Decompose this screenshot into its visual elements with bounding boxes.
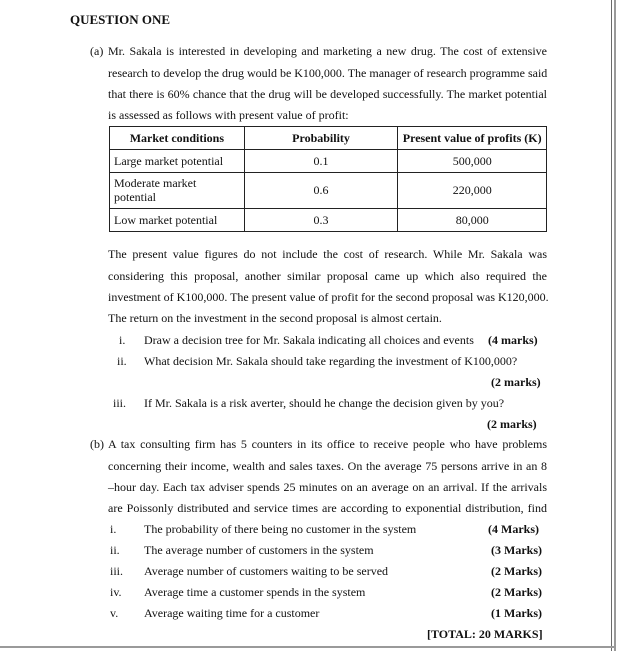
question-b-i-text: The probability of there being no customer in the system xyxy=(144,522,417,536)
question-b-ii-text: The average number of customers in the system xyxy=(144,543,374,557)
question-b-v-number: v. xyxy=(110,606,119,620)
table-header-market-conditions: Market conditions xyxy=(110,127,245,150)
table-cell: Large market potential xyxy=(110,150,245,173)
table-cell: 0.1 xyxy=(244,150,398,173)
question-b-iii-text: Average number of customers waiting to be served xyxy=(144,564,389,578)
question-a-ii-marks: (2 marks) xyxy=(491,375,541,389)
question-b-ii-marks: (3 Marks) xyxy=(491,543,542,557)
question-a-ii-text: What decision Mr. Sakala should take regarding the investment of K100,000? xyxy=(144,354,518,368)
question-b-ii-number: ii. xyxy=(110,543,120,557)
question-a-iii-marks: (2 marks) xyxy=(487,417,537,431)
part-b-intro-line-2: concerning their income, wealth and sales taxes. On the average 75 persons arrive in an 8 xyxy=(108,459,547,473)
page-shadow-right xyxy=(614,0,616,651)
total-marks: [TOTAL: 20 MARKS] xyxy=(427,627,543,641)
question-a-iii-number: iii. xyxy=(113,396,127,410)
table-cell: Moderate market potential xyxy=(110,173,245,209)
part-b-intro-line-1: A tax consulting firm has 5 counters in its office to receive people who have problems xyxy=(108,437,547,451)
part-b-intro-line-3: –hour day. Each tax adviser spends 25 minutes on an average on an arrival. If the arrivals xyxy=(108,480,547,494)
market-conditions-table xyxy=(109,126,547,232)
page-shadow-bottom xyxy=(0,646,616,648)
table-header-probability: Probability xyxy=(244,127,398,150)
part-a-label: (a) xyxy=(90,44,104,58)
table-cell: Low market potential xyxy=(110,209,245,232)
part-a-para-line-1: The present value figures do not include the cost of research. While Mr. Sakala was xyxy=(108,247,547,261)
part-a-para-line-2: considering this proposal, another similar proposal came up which also required the xyxy=(108,269,547,283)
question-a-i-text: Draw a decision tree for Mr. Sakala indicating all choices and events xyxy=(144,333,474,347)
table-row xyxy=(110,173,547,209)
table-cell: 0.3 xyxy=(244,209,398,232)
question-b-i-marks: (4 Marks) xyxy=(488,522,539,536)
part-a-intro-line-3: that there is 60% chance that the drug will be developed successfully. The market potential xyxy=(108,87,547,101)
table-cell: 500,000 xyxy=(398,150,547,173)
question-b-iv-number: iv. xyxy=(110,585,122,599)
part-a-para-line-3: investment of K100,000. The present value of profit for the second proposal was K120,000. xyxy=(108,290,549,304)
question-b-v-text: Average waiting time for a customer xyxy=(144,606,320,620)
question-b-iii-number: iii. xyxy=(110,564,124,578)
question-a-ii-number: ii. xyxy=(117,354,127,368)
table-row xyxy=(110,209,547,232)
table-header-row xyxy=(110,127,547,150)
table-cell: 0.6 xyxy=(244,173,398,209)
question-heading: QUESTION ONE xyxy=(70,12,171,27)
table-cell: 220,000 xyxy=(398,173,547,209)
question-b-iii-marks: (2 Marks) xyxy=(491,564,542,578)
part-a-intro-line-2: research to develop the drug would be K100,000. The manager of research programme said xyxy=(108,66,548,80)
part-a-para-line-4: The return on the investment in the second proposal is almost certain. xyxy=(108,311,442,325)
part-a-intro-line-1: Mr. Sakala is interested in developing and marketing a new drug. The cost of extensive xyxy=(108,44,547,58)
table-row xyxy=(110,150,547,173)
question-a-i-marks: (4 marks) xyxy=(488,333,538,347)
table-header-present-value: Present value of profits (K) xyxy=(398,127,547,150)
question-b-v-marks: (1 Marks) xyxy=(491,606,542,620)
table-cell: 80,000 xyxy=(398,209,547,232)
question-a-iii-text: If Mr. Sakala is a risk averter, should he change the decision given by you? xyxy=(144,396,505,410)
question-b-iv-text: Average time a customer spends in the system xyxy=(144,585,366,599)
question-b-i-number: i. xyxy=(110,522,117,536)
question-b-iv-marks: (2 Marks) xyxy=(491,585,542,599)
page-border-right xyxy=(611,0,612,651)
part-b-label: (b) xyxy=(90,437,104,451)
question-a-i-number: i. xyxy=(119,333,126,347)
part-a-intro-line-4: is assessed as follows with present value of profit: xyxy=(108,108,349,122)
part-b-intro-line-4: are Poissonly distributed and service times are according to exponential distribution, find xyxy=(108,501,547,515)
